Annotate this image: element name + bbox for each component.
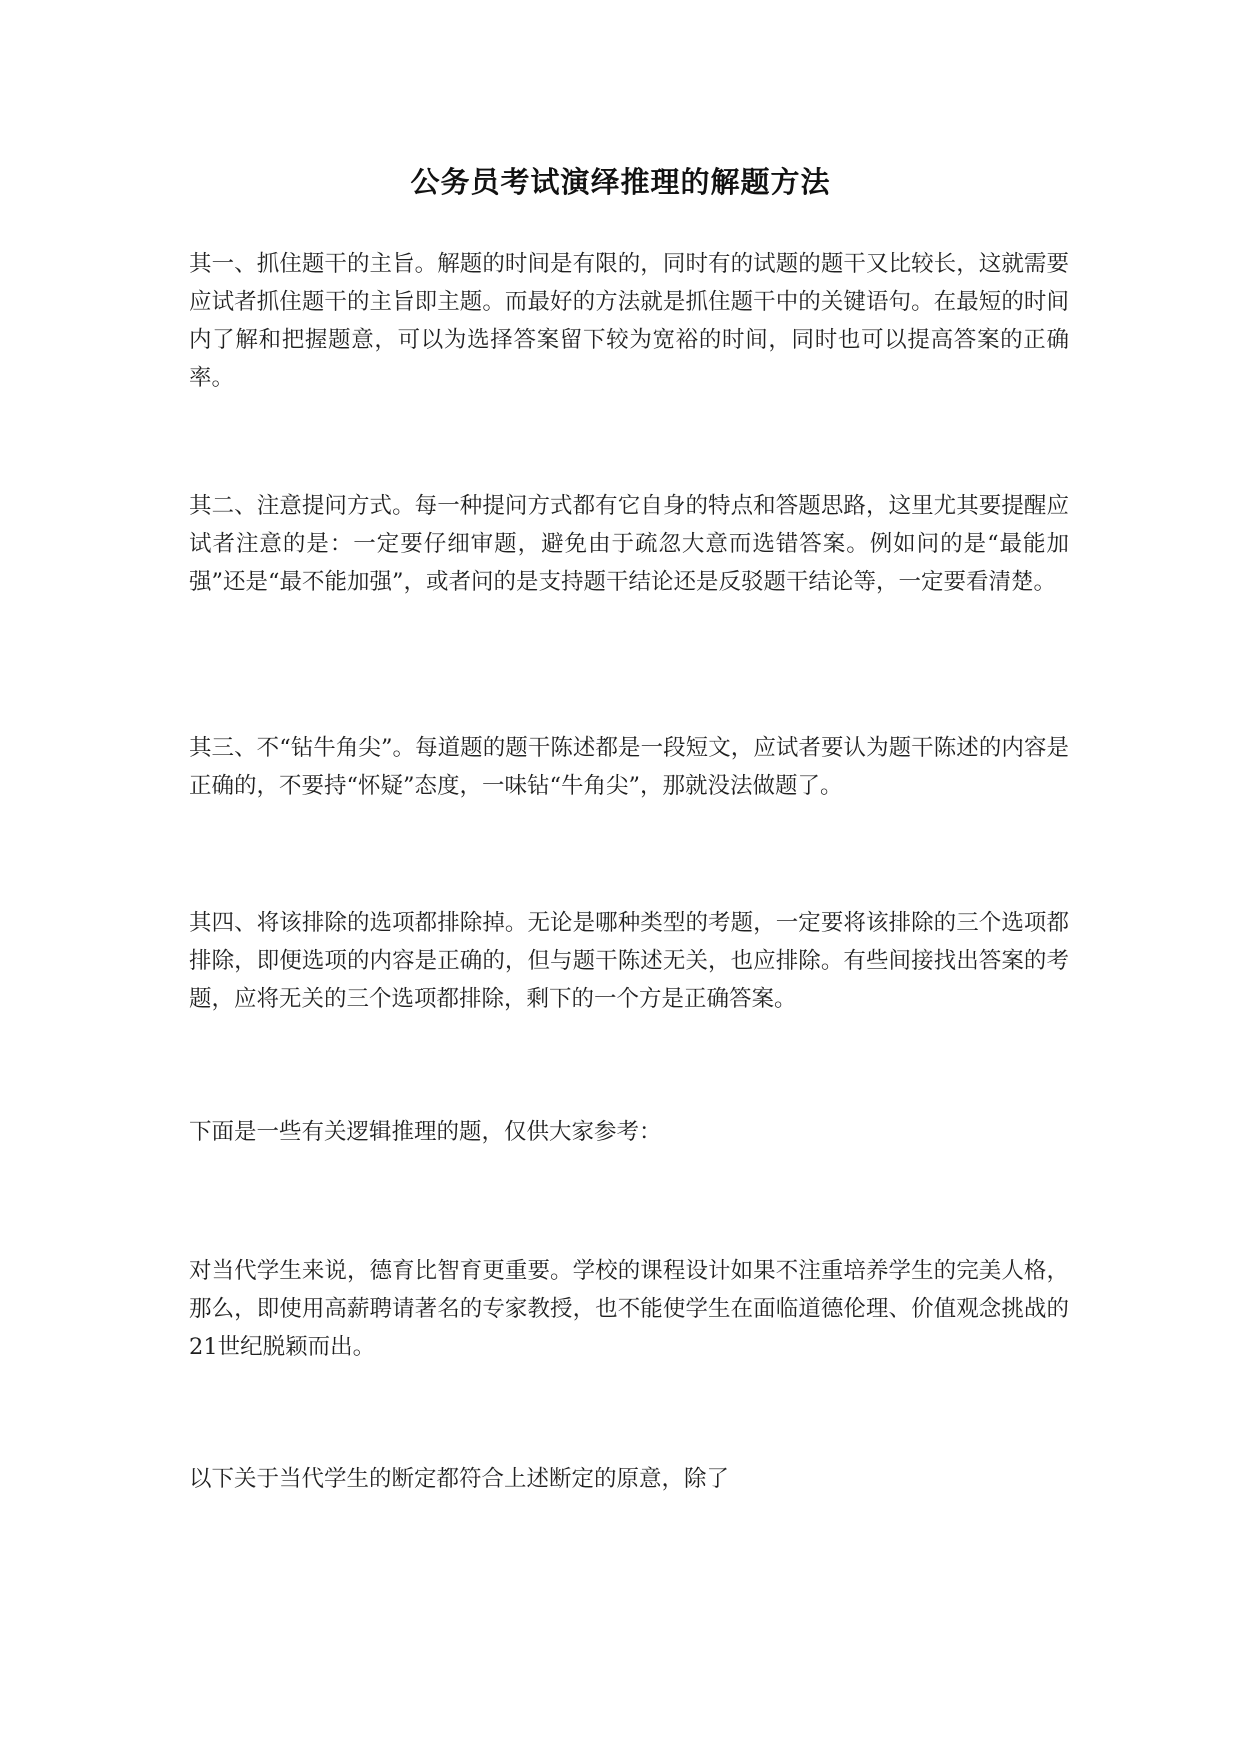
paragraph-2: 其二、注意提问方式。每一种提问方式都有它自身的特点和答题思路，这里尤其要提醒应试者注意的是：一定要仔细审题，避免由于疏忽大意而选错答案。例如问的是“最能加强”还是“最不能加强”，或者问的是支持题干结论还是反驳题干结论等，一定要看清楚。 <box>189 493 1069 595</box>
paragraph-4: 其四、将该排除的选项都排除掉。无论是哪种类型的考题，一定要将该排除的三个选项都排除，即便选项的内容是正确的，但与题干陈述无关，也应排除。有些间接找出答案的考题，应将无关的三个选项都排除，剩下的一个方是正确答案。 <box>189 910 1069 1012</box>
paragraph-5: 下面是一些有关逻辑推理的题，仅供大家参考： <box>189 1119 662 1145</box>
paragraph-1: 其一、抓住题干的主旨。解题的时间是有限的，同时有的试题的题干又比较长，这就需要应试者抓住题干的主旨即主题。而最好的方法就是抓住题干中的关键语句。在最短的时间内了解和把握题意，可以为选择答案留下较为宽裕的时间，同时也可以提高答案的正确率。 <box>189 251 1069 391</box>
document-title: 公务员考试演绎推理的解题方法 <box>410 165 831 199</box>
paragraph-6: 对当代学生来说，德育比智育更重要。学校的课程设计如果不注重培养学生的完美人格，那么，即使用高薪聘请著名的专家教授，也不能使学生在面临道德伦理、价值观念挑战的21世纪脱颖而出。 <box>189 1258 1069 1360</box>
paragraph-3: 其三、不“钻牛角尖”。每道题的题干陈述都是一段短文，应试者要认为题干陈述的内容是正确的，不要持“怀疑”态度，一味钻“牛角尖”，那就没法做题了。 <box>189 735 1069 799</box>
paragraph-7: 以下关于当代学生的断定都符合上述断定的原意，除了 <box>189 1466 730 1492</box>
